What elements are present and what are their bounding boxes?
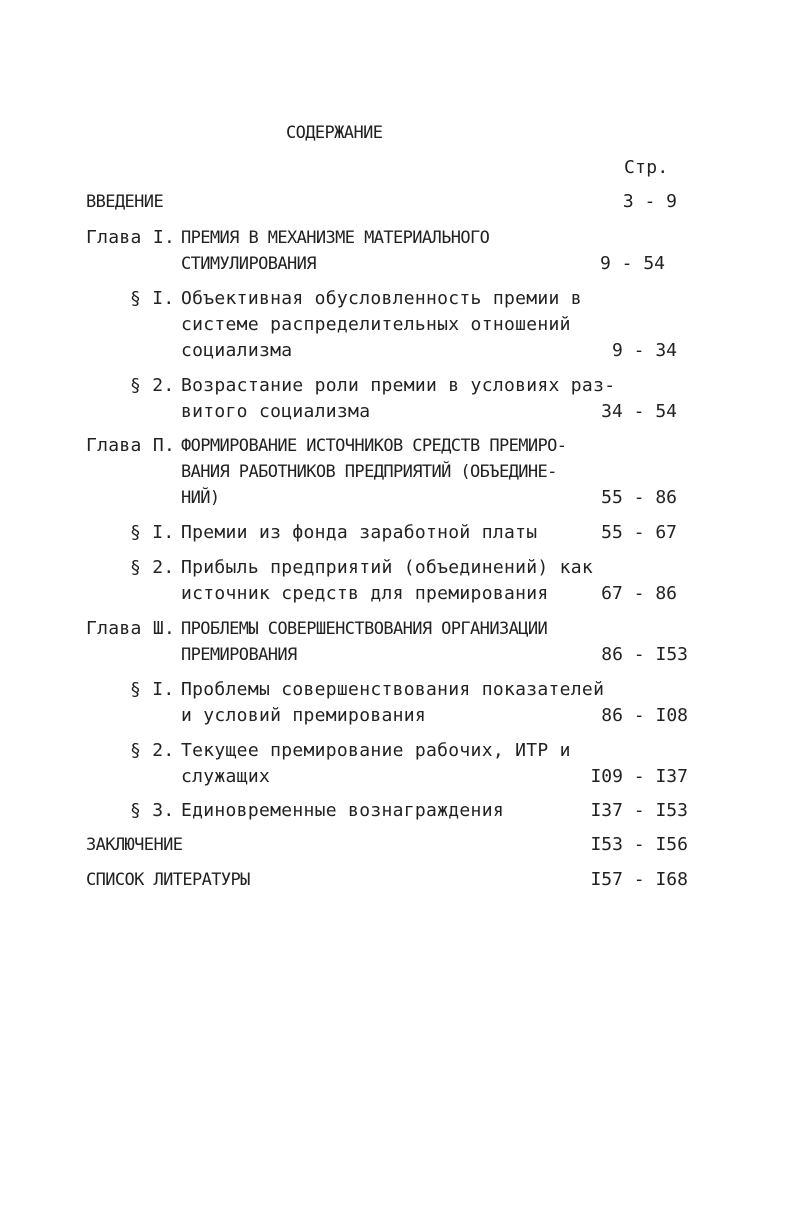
chapter-2-pages: 55 - 86 bbox=[601, 487, 677, 508]
section-3-1-title-line-2: и условий премирования bbox=[181, 705, 427, 726]
section-1-2-title-line-2: витого социализма bbox=[181, 401, 371, 422]
chapter-2-title-line-3: НИЙ) bbox=[181, 488, 220, 508]
toc-conclusion-pages: I53 - I56 bbox=[590, 834, 688, 855]
section-3-1-label: § I. bbox=[130, 679, 175, 700]
chapter-3-pages: 86 - I53 bbox=[601, 644, 688, 665]
section-3-3-pages: I37 - I53 bbox=[590, 800, 688, 821]
section-3-2-pages: I09 - I37 bbox=[590, 766, 688, 787]
section-1-2-title-line-1: Возрастание роли премии в условиях раз- bbox=[181, 375, 616, 396]
section-1-1-title-line-1: Объективная обусловленность премии в bbox=[181, 288, 582, 309]
section-2-1-pages: 55 - 67 bbox=[601, 522, 677, 543]
section-2-2-label: § 2. bbox=[130, 557, 175, 578]
chapter-3-title-line-2: ПРЕМИРОВАНИЯ bbox=[181, 645, 297, 665]
section-3-1-pages: 86 - I08 bbox=[601, 705, 688, 726]
section-3-1-title-line-1: Проблемы совершенствования показателей bbox=[181, 679, 605, 700]
section-2-2-pages: 67 - 86 bbox=[601, 583, 677, 604]
section-3-3-title-line-1: Единовременные вознаграждения bbox=[181, 800, 504, 821]
toc-bibliography-pages: I57 - I68 bbox=[590, 869, 688, 890]
section-3-2-label: § 2. bbox=[130, 740, 175, 761]
chapter-1-title-line-1: ПРЕМИЯ В МЕХАНИЗМЕ МАТЕРИАЛЬНОГО bbox=[181, 228, 490, 248]
section-2-2-title-line-1: Прибыль предприятий (объединений) как bbox=[181, 557, 594, 578]
section-1-1-label: § I. bbox=[130, 288, 175, 309]
section-3-2-title-line-1: Текущее премирование рабочих, ИТР и bbox=[181, 740, 571, 761]
chapter-3-label: Глава Ш. bbox=[86, 618, 176, 639]
toc-intro-title: ВВЕДЕНИЕ bbox=[86, 192, 164, 212]
section-1-2-label: § 2. bbox=[130, 375, 175, 396]
section-1-2-pages: 34 - 54 bbox=[601, 401, 677, 422]
chapter-2-title-line-2: ВАНИЯ РАБОТНИКОВ ПРЕДПРИЯТИЙ (ОБЪЕДИНЕ- bbox=[181, 462, 557, 482]
toc-title: СОДЕРЖАНИЕ bbox=[286, 123, 383, 143]
toc-intro-pages: 3 - 9 bbox=[622, 191, 677, 212]
chapter-2-title-line-1: ФОРМИРОВАНИЕ ИСТОЧНИКОВ СРЕДСТВ ПРЕМИРО- bbox=[181, 436, 567, 456]
page-column-header: Стр. bbox=[624, 157, 669, 178]
section-1-1-title-line-3: социализма bbox=[181, 340, 293, 361]
chapter-1-label: Глава I. bbox=[86, 227, 176, 248]
chapter-2-label: Глава П. bbox=[86, 435, 176, 456]
section-2-2-title-line-2: источник средств для премирования bbox=[181, 583, 549, 604]
toc-conclusion-title: ЗАКЛЮЧЕНИЕ bbox=[86, 835, 183, 855]
chapter-1-pages: 9 - 54 bbox=[599, 253, 665, 274]
chapter-1-title-line-2: СТИМУЛИРОВАНИЯ bbox=[181, 254, 316, 274]
section-3-2-title-line-2: служащих bbox=[181, 766, 271, 787]
section-1-1-title-line-2: системе распределительных отношений bbox=[181, 314, 571, 335]
chapter-3-title-line-1: ПРОБЛЕМЫ СОВЕРШЕНСТВОВАНИЯ ОРГАНИЗАЦИИ bbox=[181, 619, 548, 639]
toc-bibliography-title: СПИСОК ЛИТЕРАТУРЫ bbox=[86, 870, 250, 890]
section-1-1-pages: 9 - 34 bbox=[611, 340, 677, 361]
section-3-3-label: § 3. bbox=[130, 800, 175, 821]
section-2-1-label: § I. bbox=[130, 522, 175, 543]
section-2-1-title-line-1: Премии из фонда заработной платы bbox=[181, 522, 538, 543]
